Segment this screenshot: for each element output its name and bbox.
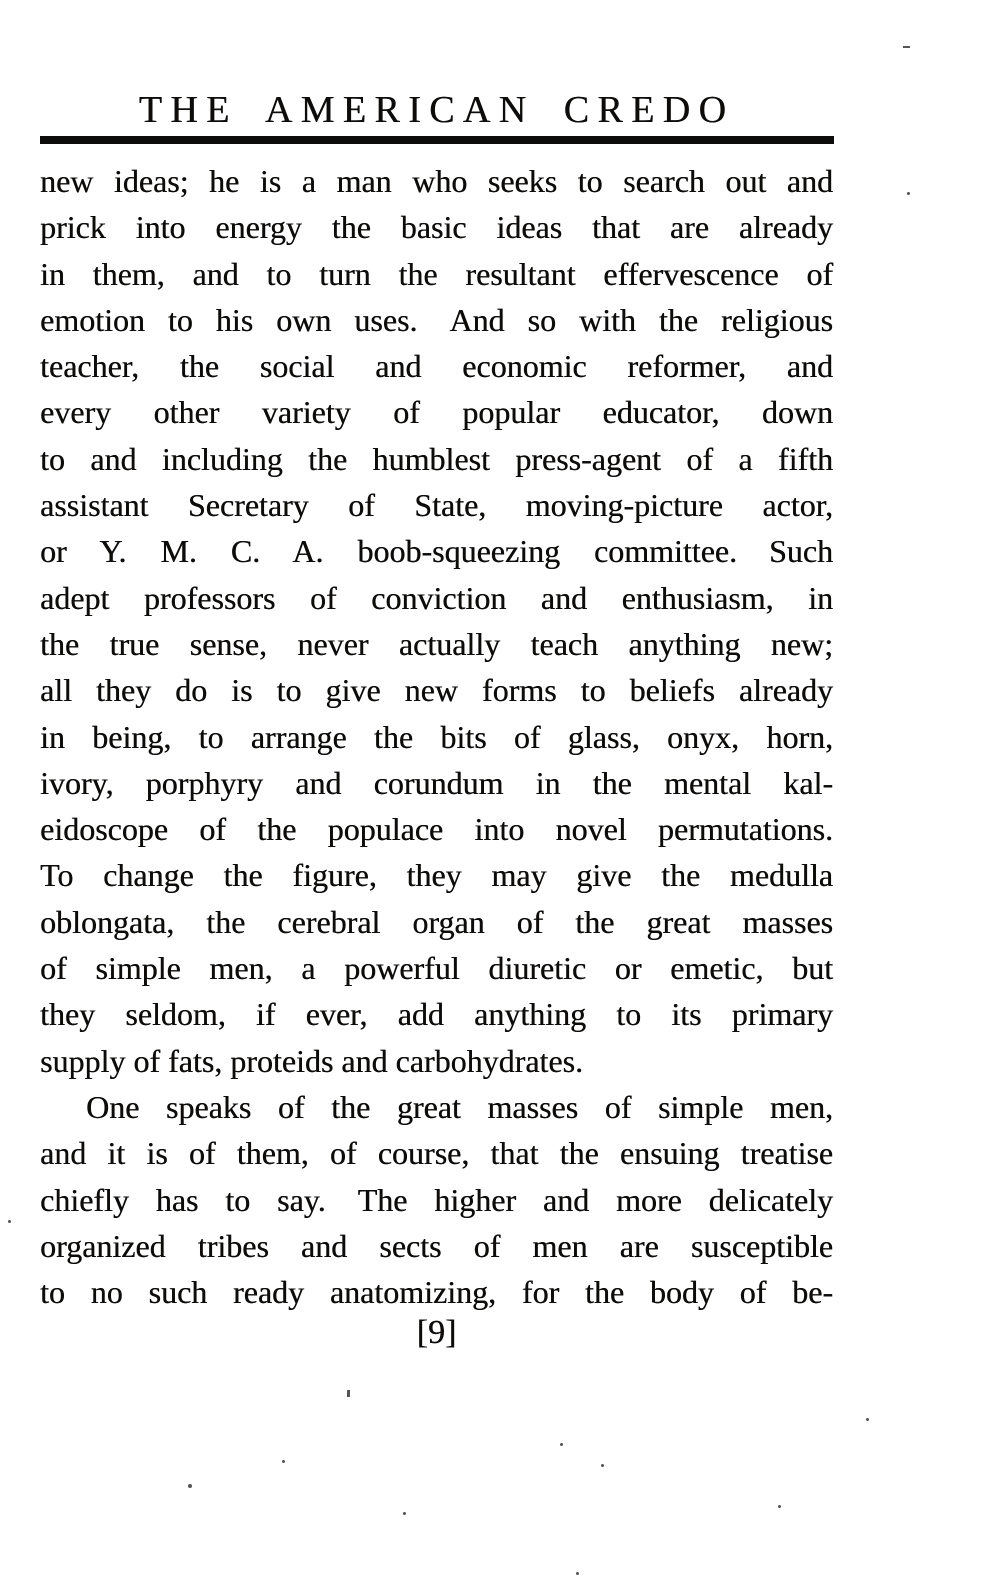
text-line: the true sense, never actually teach anything new; xyxy=(40,625,833,662)
text-line: To change the figure, they may give the medulla xyxy=(40,857,833,894)
scan-speck xyxy=(866,1418,869,1421)
text-line: and it is of them, of course, that the ensuing treatise xyxy=(40,1135,833,1172)
paragraph-2 xyxy=(40,1084,833,1315)
text-line: supply of fats, proteids and carbohydrates. xyxy=(40,1042,583,1079)
text-line: or Y. M. C. A. boob-squeezing committee. Such xyxy=(40,533,833,570)
text-line: in being, to arrange the bits of glass, onyx, horn, xyxy=(40,718,833,755)
scan-speck xyxy=(403,1512,406,1515)
scan-speck xyxy=(560,1443,563,1446)
text-line: every other variety of popular educator, down xyxy=(40,394,833,431)
page-number: [9] xyxy=(416,1314,457,1351)
text-line: oblongata, the cerebral organ of the great masses xyxy=(40,903,833,940)
text-line: eidoscope of the populace into novel permutations. xyxy=(40,811,833,848)
text-line: they seldom, if ever, add anything to its primary xyxy=(40,996,833,1033)
text-line: teacher, the social and economic reformer, and xyxy=(40,348,833,385)
text-line: new ideas; he is a man who seeks to search out and xyxy=(40,163,833,199)
text-line: organized tribes and sects of men are susceptible xyxy=(40,1227,833,1264)
scan-speck xyxy=(8,1220,11,1223)
paragraph-1 xyxy=(40,158,833,1084)
scan-speck xyxy=(576,1572,579,1575)
text-column xyxy=(40,158,833,1315)
text-line: assistant Secretary of State, moving-picture actor, xyxy=(40,487,833,524)
text-line: of simple men, a powerful diuretic or emetic, but xyxy=(40,950,833,987)
text-line: One speaks of the great masses of simple men, xyxy=(86,1088,833,1125)
header-rule xyxy=(40,136,834,144)
text-line: to no such ready anatomizing, for the body of be- xyxy=(40,1274,833,1311)
text-line: prick into energy the basic ideas that are already xyxy=(40,209,833,246)
running-head-title: THE AMERICAN CREDO xyxy=(138,89,735,131)
text-line: in them, and to turn the resultant effervescence of xyxy=(40,255,833,292)
text-line: chiefly has to say. The higher and more delicately xyxy=(40,1181,833,1218)
text-line: to and including the humblest press-agent of a fifth xyxy=(40,440,833,477)
scan-speck xyxy=(601,1464,604,1467)
scan-speck xyxy=(903,46,910,48)
scan-speck xyxy=(188,1484,192,1488)
text-line: ivory, porphyry and corundum in the mental kal- xyxy=(40,764,833,801)
scan-speck xyxy=(282,1460,285,1463)
scan-speck xyxy=(907,192,910,195)
scan-speck xyxy=(778,1505,781,1508)
scan-speck xyxy=(347,1390,350,1397)
text-line: all they do is to give new forms to beliefs already xyxy=(40,672,833,709)
text-line: emotion to his own uses. And so with the religious xyxy=(40,301,833,338)
text-line: adept professors of conviction and enthusiasm, in xyxy=(40,579,833,616)
